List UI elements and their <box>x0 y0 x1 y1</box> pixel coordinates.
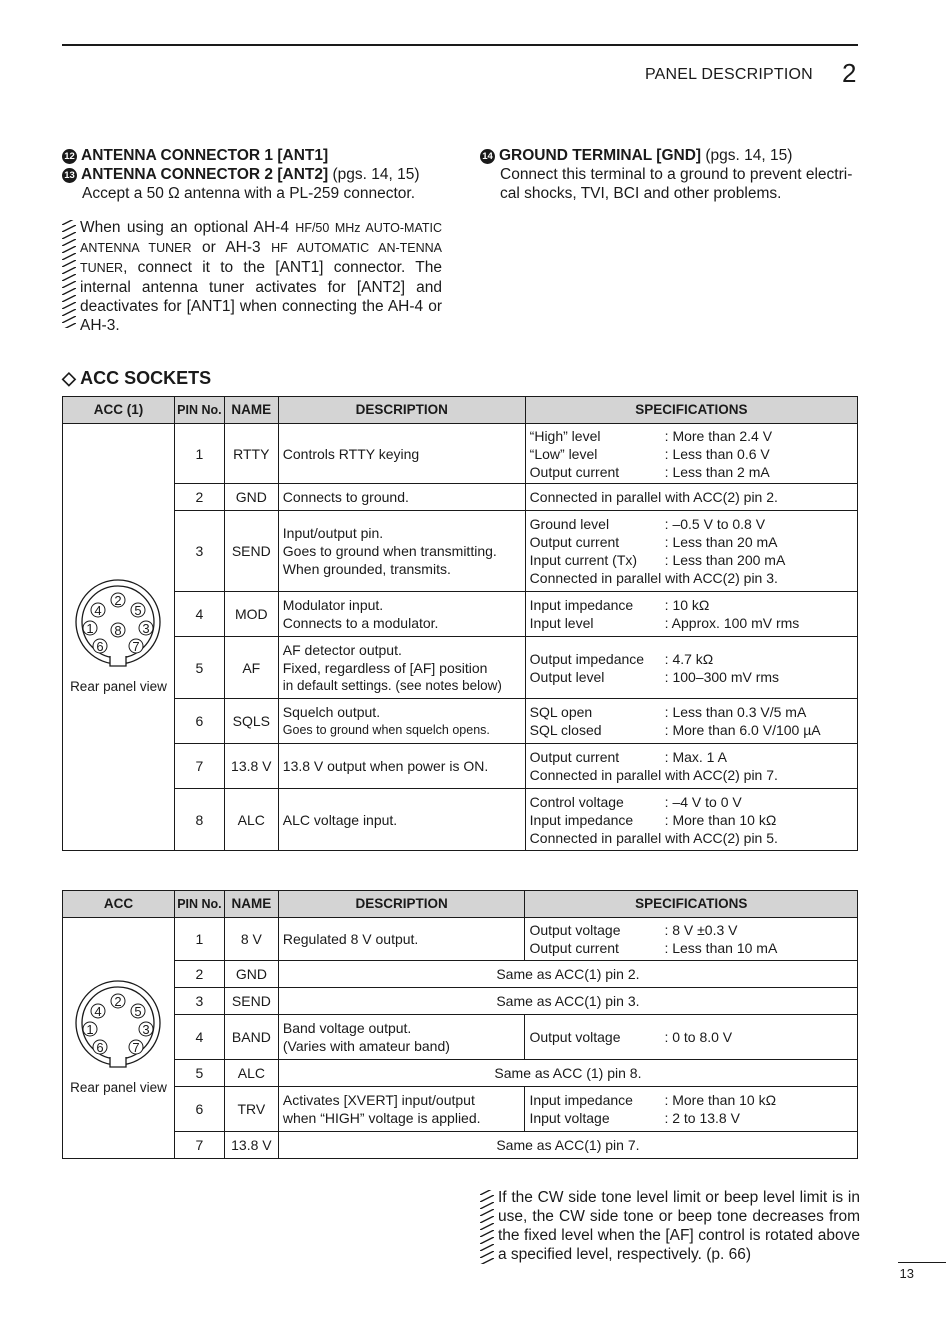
pin-spec <box>525 1087 858 1132</box>
table-row <box>63 511 858 592</box>
spec-value: : 0 to 8.0 V <box>664 1029 733 1045</box>
acc2-table <box>62 890 858 1159</box>
pin-number: 7 <box>174 1132 224 1159</box>
spec-label: Input current (Tx) <box>529 552 638 568</box>
note-bottom-text: If the CW side tone level limit or beep level limit is in use, the CW side tone or beep tone decreases from the fixed level when the [AF] control is rotated above a specified level, respectively. (p. 66) <box>498 1189 860 1263</box>
desc-line: Squelch output. <box>282 704 381 720</box>
pin-number: 6 <box>174 1087 224 1132</box>
pin-name: BAND <box>224 1015 278 1060</box>
spec-line: Connected in parallel with ACC(2) pin 3. <box>529 570 778 586</box>
pin-description: Regulated 8 V output. <box>278 918 525 961</box>
pin-spec <box>525 637 857 699</box>
pin-name: 13.8 V <box>224 1132 278 1159</box>
desc-line: Connects to a modulator. <box>282 615 439 631</box>
spec-value: : 10 kΩ <box>664 597 710 613</box>
acc2-connector-cell <box>63 918 175 1159</box>
acc1-table <box>62 396 858 851</box>
acc2-header-row <box>63 891 858 918</box>
pin-spec <box>525 1015 858 1060</box>
pin-name: GND <box>224 484 278 511</box>
pin-description <box>278 637 525 699</box>
spec-label: Output current <box>529 463 620 480</box>
spec-value: : More than 10 kΩ <box>664 811 777 828</box>
pin-number: 5 <box>174 637 224 699</box>
item-14-title: GROUND TERMINAL [GND] <box>499 147 702 164</box>
acc2-h-spec: SPECIFICATIONS <box>525 891 858 918</box>
pin-number: 5 <box>174 1060 224 1087</box>
acc1-h-desc: DESCRIPTION <box>278 397 525 424</box>
table-row <box>63 988 858 1015</box>
desc-line: Band voltage output. <box>282 1020 412 1036</box>
note-text-3: or AH-3 <box>191 239 272 256</box>
desc-line: Goes to ground when transmitting. <box>282 543 497 559</box>
pin-name: TRV <box>224 1087 278 1132</box>
spec-value: : –4 V to 0 V <box>664 793 742 810</box>
pin-number: 4 <box>174 1015 224 1060</box>
item-13-desc: Accept a 50 Ω antenna with a PL-259 connector. <box>82 185 416 202</box>
section-title: PANEL DESCRIPTION <box>645 66 813 83</box>
acc2-pin-1-label: 1 <box>86 1022 95 1037</box>
desc-line: Activates [XVERT] input/output <box>282 1092 475 1108</box>
acc1-pin-3-label: 3 <box>142 621 151 636</box>
spec-label: SQL closed <box>529 722 602 738</box>
pin-spec <box>525 592 857 637</box>
acc1-header-row <box>63 397 858 424</box>
acc1-pin-6-label: 6 <box>96 639 105 654</box>
pin-description <box>278 699 525 744</box>
note-text-5: , connect it to the [ANT1] connector. The internal antenna tuner activates for [ANT2] and deactivates for [ANT1] when connecting the AH-4 or AH-3. <box>80 259 442 334</box>
item-12 <box>62 146 462 165</box>
pin-number: 1 <box>174 424 224 484</box>
pin-number: 6 <box>174 699 224 744</box>
pin-same-as: Same as ACC(1) pin 3. <box>278 988 857 1015</box>
chapter-number: 2 <box>842 58 857 88</box>
desc-line: When grounded, transmits. <box>282 561 451 577</box>
table-row <box>63 424 858 484</box>
spec-label: Input voltage <box>529 1110 610 1126</box>
pin-same-as: Same as ACC(1) pin 7. <box>278 1132 857 1159</box>
table-row <box>63 637 858 699</box>
spec-line: Connected in parallel with ACC(2) pin 7. <box>529 767 778 783</box>
item-14-pages: (pgs. 14, 15) <box>701 147 793 164</box>
item-13-title: ANTENNA CONNECTOR 2 [ANT2] <box>81 166 329 183</box>
acc1-pin-1-label: 1 <box>86 621 95 636</box>
table-row <box>63 961 858 988</box>
desc-line: in default settings. (see notes below) <box>282 677 502 693</box>
desc-line: (Varies with amateur band) <box>282 1038 450 1054</box>
table-row <box>63 744 858 789</box>
item-12-title: ANTENNA CONNECTOR 1 [ANT1] <box>81 147 329 164</box>
acc2-connector-diagram <box>70 979 166 1075</box>
spec-label: Output level <box>529 668 605 685</box>
desc-line: when “HIGH” voltage is applied. <box>282 1110 481 1126</box>
acc1-pin-7-label: 7 <box>132 639 141 654</box>
desc-line: Fixed, regardless of [AF] position <box>282 659 488 676</box>
acc1-h-acc: ACC (1) <box>63 397 175 424</box>
spec-label: Input impedance <box>529 597 634 613</box>
pin-name: 13.8 V <box>224 744 278 789</box>
spec-label: Input level <box>529 615 594 631</box>
acc2-pin-5-label: 5 <box>134 1004 143 1019</box>
pin-description <box>278 1087 525 1132</box>
spec-line: Connected in parallel with ACC(2) pin 5. <box>529 829 778 846</box>
table-row <box>63 1132 858 1159</box>
table-row <box>63 1060 858 1087</box>
note-cw-side-tone <box>480 1188 860 1264</box>
acc1-pin-4-label: 4 <box>94 603 103 618</box>
item-14-desc-2: cal shocks, TVI, BCI and other problems. <box>500 185 782 202</box>
item-12-number: 12 <box>62 149 77 164</box>
item-13-number: 13 <box>62 168 77 183</box>
table-row <box>63 484 858 511</box>
acc2-h-name: NAME <box>224 891 278 918</box>
desc-line: Modulator input. <box>282 597 384 613</box>
pin-number: 4 <box>174 592 224 637</box>
desc-line: Goes to ground when squelch opens. <box>282 723 490 737</box>
pin-number: 2 <box>174 484 224 511</box>
pin-number: 8 <box>174 789 224 851</box>
acc2-rear-panel-label: Rear panel view <box>70 1080 167 1095</box>
pin-spec <box>525 424 857 484</box>
pin-name: RTTY <box>224 424 278 484</box>
acc1-pin-8-label: 8 <box>114 623 123 638</box>
spec-label: Control voltage <box>529 793 624 810</box>
spec-label: Output voltage <box>529 922 621 938</box>
pin-name: GND <box>224 961 278 988</box>
spec-value: : Less than 10 mA <box>664 940 778 956</box>
pin-spec <box>525 511 857 592</box>
pin-number: 1 <box>174 918 224 961</box>
pin-number: 3 <box>174 988 224 1015</box>
spec-label: Input impedance <box>529 1092 633 1108</box>
acc1-connector-cell <box>63 424 175 851</box>
pin-number: 3 <box>174 511 224 592</box>
page-number-rule <box>898 1262 946 1263</box>
antenna-items <box>62 146 462 203</box>
note-antenna-tuner <box>62 218 442 335</box>
pin-name: ALC <box>224 789 278 851</box>
spec-value: : More than 6.0 V/100 µA <box>664 722 821 738</box>
spec-value: : Less than 0.3 V/5 mA <box>664 704 807 720</box>
spec-label: SQL open <box>529 704 593 720</box>
acc2-h-acc: ACC <box>63 891 175 918</box>
note-hatch-icon <box>62 218 76 328</box>
spec-label: Output impedance <box>529 650 645 667</box>
note-hatch-icon <box>480 1188 494 1264</box>
pin-spec <box>525 918 858 961</box>
spec-label: Input impedance <box>529 811 634 828</box>
item-13 <box>62 165 462 184</box>
spec-label: Output current <box>529 534 620 550</box>
pin-same-as: Same as ACC(1) pin 2. <box>278 961 857 988</box>
spec-value: : 8 V ±0.3 V <box>664 922 738 938</box>
acc2-pin-2-label: 2 <box>114 994 123 1009</box>
item-13-pages: (pgs. 14, 15) <box>328 166 420 183</box>
table-row <box>63 789 858 851</box>
item-14 <box>480 146 880 165</box>
pin-description <box>278 511 525 592</box>
pin-description <box>278 592 525 637</box>
acc2-pin-6-label: 6 <box>96 1040 105 1055</box>
table-row <box>63 1087 858 1132</box>
ground-item <box>480 146 880 203</box>
item-14-number: 14 <box>480 149 495 164</box>
desc-line: Input/output pin. <box>282 525 384 541</box>
note-text-1: When using an optional AH-4 <box>80 219 296 236</box>
pin-same-as: Same as ACC (1) pin 8. <box>278 1060 857 1087</box>
header-rule <box>62 44 858 46</box>
spec-value: : 4.7 kΩ <box>664 650 714 667</box>
spec-label: Output current <box>529 940 619 956</box>
spec-value: : Less than 2 mA <box>664 463 770 480</box>
acc1-h-pin: PIN No. <box>174 397 224 424</box>
pin-name: SQLS <box>224 699 278 744</box>
acc2-pin-7-label: 7 <box>132 1040 141 1055</box>
pin-spec <box>525 789 857 851</box>
pin-spec <box>525 744 857 789</box>
spec-value: : Max. 1 A <box>664 749 727 765</box>
pin-description: Controls RTTY keying <box>278 424 525 484</box>
pin-description: 13.8 V output when power is ON. <box>278 744 525 789</box>
table-row <box>63 699 858 744</box>
pin-number: 2 <box>174 961 224 988</box>
item-14-desc-1: Connect this terminal to a ground to prevent electri- <box>500 166 853 183</box>
pin-number: 7 <box>174 744 224 789</box>
pin-name: AF <box>224 637 278 699</box>
note-text-2: HF/50 MHz AUTO-MATIC ANTENNA TUNER <box>80 221 442 255</box>
spec-value: : 100–300 mV rms <box>664 668 780 685</box>
desc-line: AF detector output. <box>282 641 402 658</box>
acc1-rear-panel-label: Rear panel view <box>70 679 167 694</box>
acc1-pin-2-label: 2 <box>114 593 123 608</box>
spec-value: : Approx. 100 mV rms <box>664 615 800 631</box>
acc2-h-desc: DESCRIPTION <box>278 891 525 918</box>
acc2-pin-3-label: 3 <box>142 1022 151 1037</box>
spec-label: “High” level <box>529 427 601 444</box>
spec-label: Output voltage <box>529 1029 621 1045</box>
spec-value: : Less than 0.6 V <box>664 445 770 462</box>
spec-value: : Less than 20 mA <box>664 534 778 550</box>
pin-spec: Connected in parallel with ACC(2) pin 2. <box>525 484 857 511</box>
spec-label: “Low” level <box>529 445 598 462</box>
acc1-h-spec: SPECIFICATIONS <box>525 397 857 424</box>
pin-description: ALC voltage input. <box>278 789 525 851</box>
acc-sockets-heading: ◇ ACC SOCKETS <box>62 368 212 388</box>
pin-name: MOD <box>224 592 278 637</box>
page-number: 13 <box>899 1266 914 1281</box>
spec-label: Output current <box>529 749 620 765</box>
pin-name: 8 V <box>224 918 278 961</box>
pin-name: SEND <box>224 988 278 1015</box>
acc2-h-pin: PIN No. <box>174 891 224 918</box>
note-text-4: HF AUTOMATIC AN-TENNA TUNER <box>80 241 443 275</box>
spec-value: : Less than 200 mA <box>664 552 786 568</box>
table-row <box>63 592 858 637</box>
note-text <box>80 218 442 335</box>
acc1-connector-diagram <box>70 578 166 674</box>
pin-name: ALC <box>224 1060 278 1087</box>
spec-value: : –0.5 V to 0.8 V <box>664 516 766 532</box>
pin-name: SEND <box>224 511 278 592</box>
acc2-pin-4-label: 4 <box>94 1004 103 1019</box>
acc1-h-name: NAME <box>224 397 278 424</box>
spec-value: : More than 10 kΩ <box>664 1092 777 1108</box>
pin-description: Connects to ground. <box>278 484 525 511</box>
table-row <box>63 918 858 961</box>
spec-label: Ground level <box>529 516 610 532</box>
pin-spec <box>525 699 857 744</box>
pin-description <box>278 1015 525 1060</box>
spec-value: : 2 to 13.8 V <box>664 1110 740 1126</box>
spec-value: : More than 2.4 V <box>664 427 773 444</box>
table-row <box>63 1015 858 1060</box>
acc1-pin-5-label: 5 <box>134 603 143 618</box>
